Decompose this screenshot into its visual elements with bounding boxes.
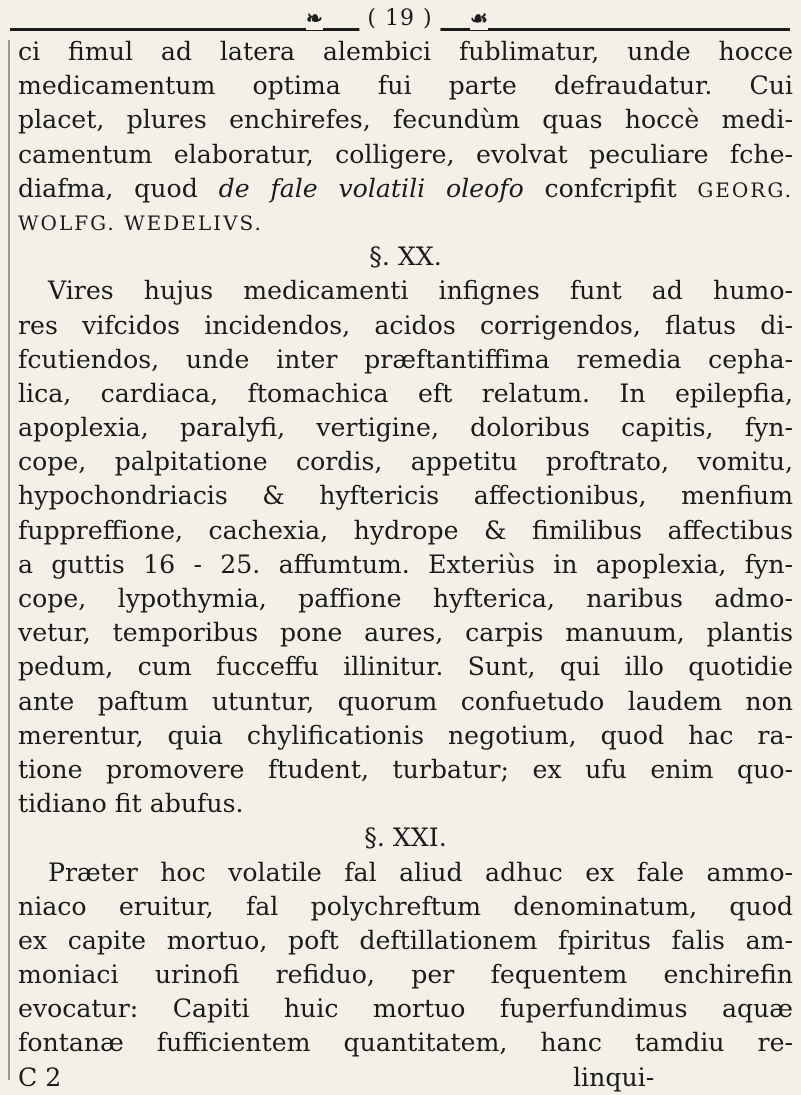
author-name: GEORG. [697,177,793,202]
ornament-right-icon: ☙ [470,6,488,30]
text-span: diafma, quod [18,173,198,203]
text-line: niaco eruitur, fal polychreftum denominatum, quod [18,891,793,921]
text-line-last: tidiano fit abufus. [18,789,244,819]
section-heading: §. XXI. [364,823,447,853]
text-line: camentum elaboratur, colligere, evolvat peculiare fche- [18,139,793,169]
text-line: evocatur: Capiti huic mortuo fuperfundimus aquæ [18,994,793,1024]
text-line: cope, lypothymia, paffione hyfterica, naribus admo- [18,584,793,613]
text-line: Vires hujus medicamenti infignes funt ad humo- [48,276,793,306]
text-line: a guttis 16 - 25. affumtum. Exteriùs in apoplexia, fyn- [18,549,793,579]
text-line: medicamentum optima fui parte defraudatur. Cui [18,71,793,101]
text-line: hypochondriacis & hyftericis affectionibus, menfium [18,481,793,511]
text-line: ante paftum utuntur, quorum confuetudo laudem non [18,686,793,716]
italic-title: de fale volatili oleofo [218,173,524,203]
section-heading: §. XX. [369,242,442,272]
text-line: ex capite mortuo, poft deftillationem fpiritus falis am- [18,925,793,955]
margin-rule [8,40,10,1080]
text-line: apoplexia, paralyfi, vertigine, doloribus capitis, fyn- [18,413,793,443]
text-line: merentur, quia chylificationis negotium, quod hac ra- [18,720,793,750]
text-span: confcripfit [544,173,677,203]
text-line: moniaci urinofi refiduo, per fequentem enchirefin [18,960,793,990]
text-line: vetur, temporibus pone aures, carpis manuum, plantis [18,618,793,648]
text-line: fontanæ fufficientem quantitatem, hanc tamdiu re- [18,1028,793,1058]
author-name-line: WOLFG. WEDELIVS. [18,210,263,235]
text-line: lica, cardiaca, ftomachica eft relatum. In epilepfia, [18,378,793,408]
footer-line [18,1061,793,1095]
catchword: linqui- [573,1062,655,1092]
text-line: cope, palpitatione cordis, appetitu proftrato, vomitu, [18,447,793,477]
page-number: ( 19 ) [359,6,440,31]
ornament-left-icon: ❧ [306,6,323,30]
text-line: placet, plures enchirefes, fecundùm quas hoccè medi- [18,105,793,135]
text-line: res vifcidos incidendos, acidos corrigendos, flatus di- [18,310,793,340]
text-line: fuppreffione, cachexia, hydrope & fimilibus affectibus [18,515,793,545]
text-line: Præter hoc volatile fal aliud adhuc ex fale ammo- [48,857,793,887]
text-line: ci fimul ad latera alembici fublimatur, unde hocce [18,37,793,66]
text-line: tione promovere ftudent, turbatur; ex ufu enim quo- [18,754,793,784]
text-line: pedum, cum fucceffu illinitur. Sunt, qui illo quotidie [18,652,793,682]
page-body [18,35,793,1095]
text-line [18,172,793,206]
signature-mark: C 2 [18,1062,62,1092]
text-line: fcutiendos, unde inter præftantiffima remedia cepha- [18,344,793,374]
